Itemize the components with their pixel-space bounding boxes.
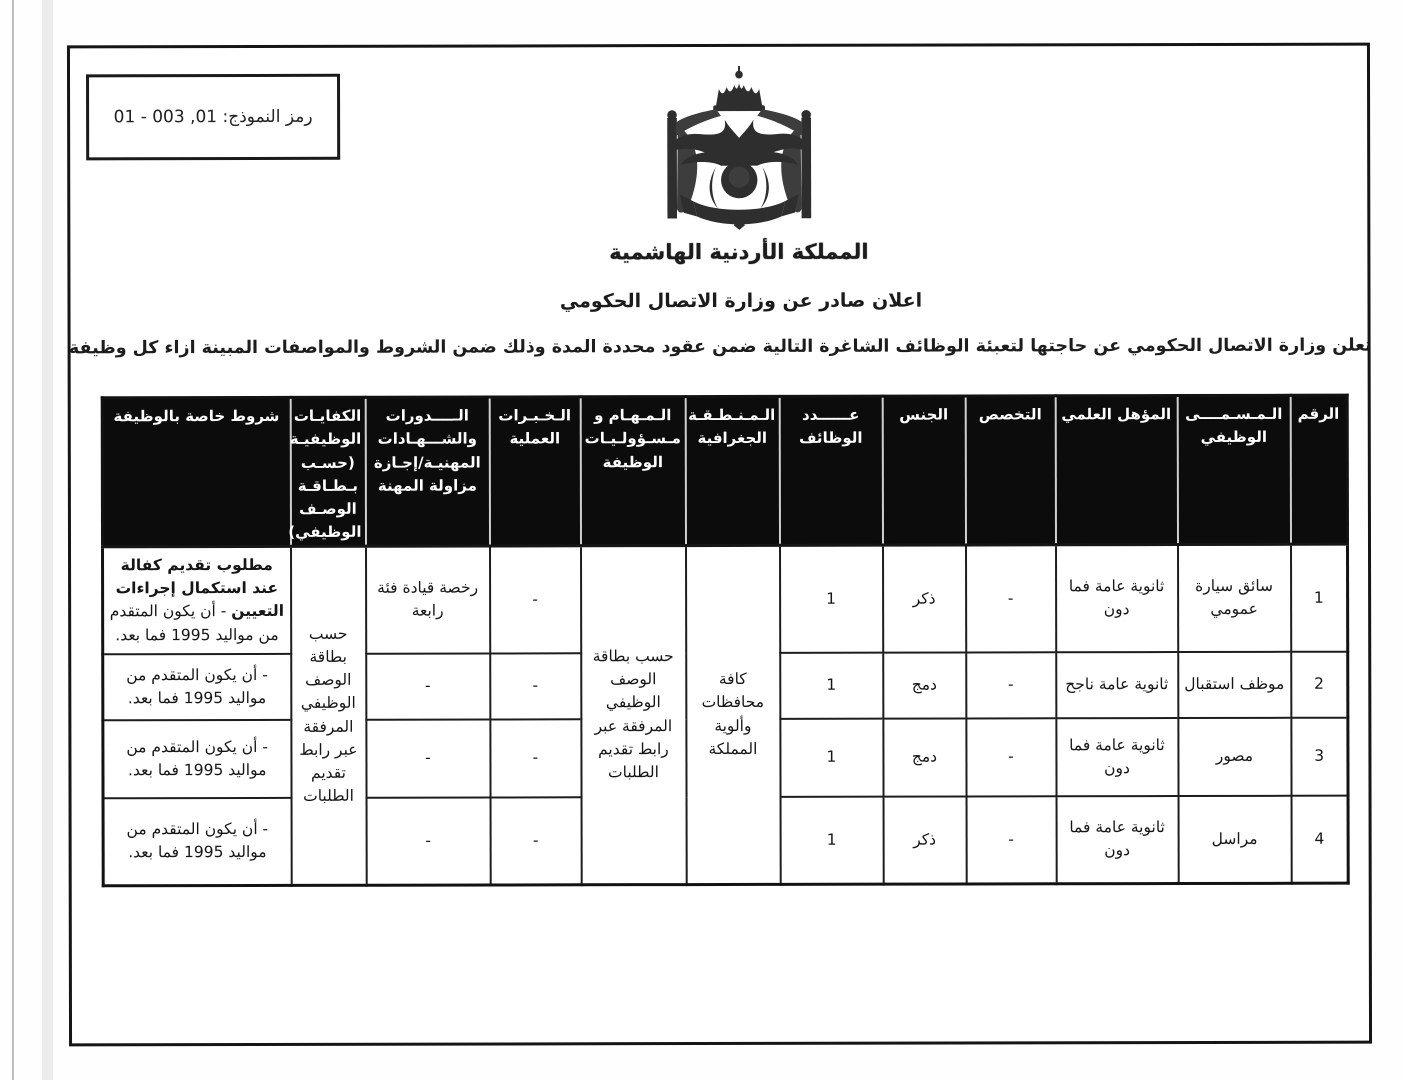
conditions-note: مطلوب تقديم كفالة عند استكمال إجراءات التعيين (115, 555, 285, 621)
kingdom-name: المملكة الأردنية الهاشمية (609, 238, 869, 265)
col-header-qualification: المؤهل العلمي (1055, 396, 1177, 545)
scan-artifact-band (42, 0, 53, 1080)
cell-job-title: سائق سيارة عمومي (1178, 544, 1291, 652)
cell-gender: ذكر (883, 544, 966, 652)
cell-experience: - (490, 797, 581, 884)
col-header-gender: الجنس (882, 396, 965, 545)
col-header-job-title: الـمـسـمــــى الوظيفي (1177, 395, 1290, 544)
cell-job-title: مراسل (1178, 796, 1291, 883)
cell-special-conditions (103, 798, 291, 885)
cell-competencies-merged: حسب بطاقة الوصف الوظيفي المرفقة عبر رابط تقديم الطلبات (291, 546, 367, 885)
cell-qualification: ثانوية عامة فما دون (1056, 544, 1178, 652)
announcement-title: اعلان صادر عن وزارة الاتصال الحكومي (559, 289, 923, 313)
col-header-vacancies: عــــــدد الوظائف (779, 396, 882, 545)
conditions-text: - أن يكون المتقدم من مواليد 1995 فما بعد. (109, 602, 279, 644)
conditions-text: - أن يكون المتقدم من مواليد 1995 فما بعد. (126, 819, 269, 862)
announcement-subtitle: تعلن وزارة الاتصال الحكومي عن حاجتها لتعبئة الوظائف الشاغرة التالية ضمن عقود محددة المدة وذلك ضمن الشروط والمواصفات المبينة ازاء كل وظيفة (68, 335, 1372, 359)
col-header-tasks: الـمـهـام و مـسـؤولـيـات الوظيفة (580, 397, 685, 546)
cell-specialization: - (966, 652, 1056, 718)
col-header-specialization: التخصص (965, 396, 1055, 545)
cell-vacancies: 1 (780, 653, 883, 719)
cell-number: 1 (1290, 544, 1347, 652)
cell-region-merged: كافة محافظات وألوية المملكة (686, 545, 781, 884)
conditions-text: - أن يكون المتقدم من مواليد 1995 فما بعد. (126, 737, 268, 780)
col-header-competencies: الكفايـات الوظيفيـة (حسـب بـطـاقـة الوصـف الوظيفي) (290, 397, 365, 546)
cell-job-title: موظف استقبال (1178, 652, 1291, 718)
col-header-experience: الـخـبـرات العملية (489, 397, 580, 546)
cell-courses: رخصة قيادة فئة رابعة (366, 545, 490, 653)
cell-gender: دمج (883, 652, 966, 718)
cell-number: 3 (1291, 718, 1348, 796)
cell-special-conditions (103, 720, 291, 798)
cell-specialization: - (966, 718, 1056, 796)
cell-experience: - (490, 653, 581, 719)
cell-courses: - (366, 719, 490, 797)
emblem-block (70, 64, 1367, 236)
cell-vacancies: 1 (780, 797, 883, 884)
cell-gender: ذكر (883, 796, 966, 883)
cell-job-title: مصور (1178, 718, 1291, 796)
cell-vacancies: 1 (780, 719, 883, 797)
cell-specialization: - (966, 544, 1056, 652)
cell-specialization: - (966, 796, 1056, 883)
col-header-region: الـمـنـطـقـة الجغرافية (685, 396, 779, 545)
cell-courses: - (366, 797, 490, 884)
document-page (67, 43, 1372, 1047)
col-header-special-conditions: شروط خاصة بالوظيفة (102, 397, 290, 546)
scan-artifact-line (12, 0, 14, 1080)
table-row (103, 544, 1348, 655)
cell-special-conditions (103, 654, 291, 720)
form-code-label: رمز النموذج: (222, 106, 313, 128)
col-header-number: الرقم (1290, 395, 1347, 544)
table-header-row (102, 395, 1347, 546)
cell-experience: - (490, 719, 581, 797)
cell-number: 2 (1291, 652, 1348, 718)
cell-qualification: ثانوية عامة ناجح (1056, 652, 1178, 718)
cell-tasks-merged: حسب بطاقة الوصف الوظيفي المرفقة عبر رابط تقديم الطلبات (581, 545, 687, 884)
cell-vacancies: 1 (780, 545, 883, 653)
cell-courses: - (366, 653, 490, 719)
vacancies-table (101, 394, 1350, 887)
jordan-coat-of-arms-icon (623, 65, 853, 230)
cell-number: 4 (1291, 796, 1348, 883)
cell-qualification: ثانوية عامة فما دون (1056, 796, 1178, 883)
cell-special-conditions (103, 546, 291, 654)
conditions-text: - أن يكون المتقدم من مواليد 1995 فما بعد. (126, 665, 268, 708)
cell-qualification: ثانوية عامة فما دون (1056, 718, 1178, 796)
col-header-courses: الـــــدورات والشـــهـادات المهنيـة/إجـازة مزاولة المهنة (365, 397, 489, 546)
cell-gender: دمج (883, 718, 966, 796)
form-code-value: 01 - 003 ,01 (113, 107, 218, 128)
cell-experience: - (490, 545, 581, 653)
